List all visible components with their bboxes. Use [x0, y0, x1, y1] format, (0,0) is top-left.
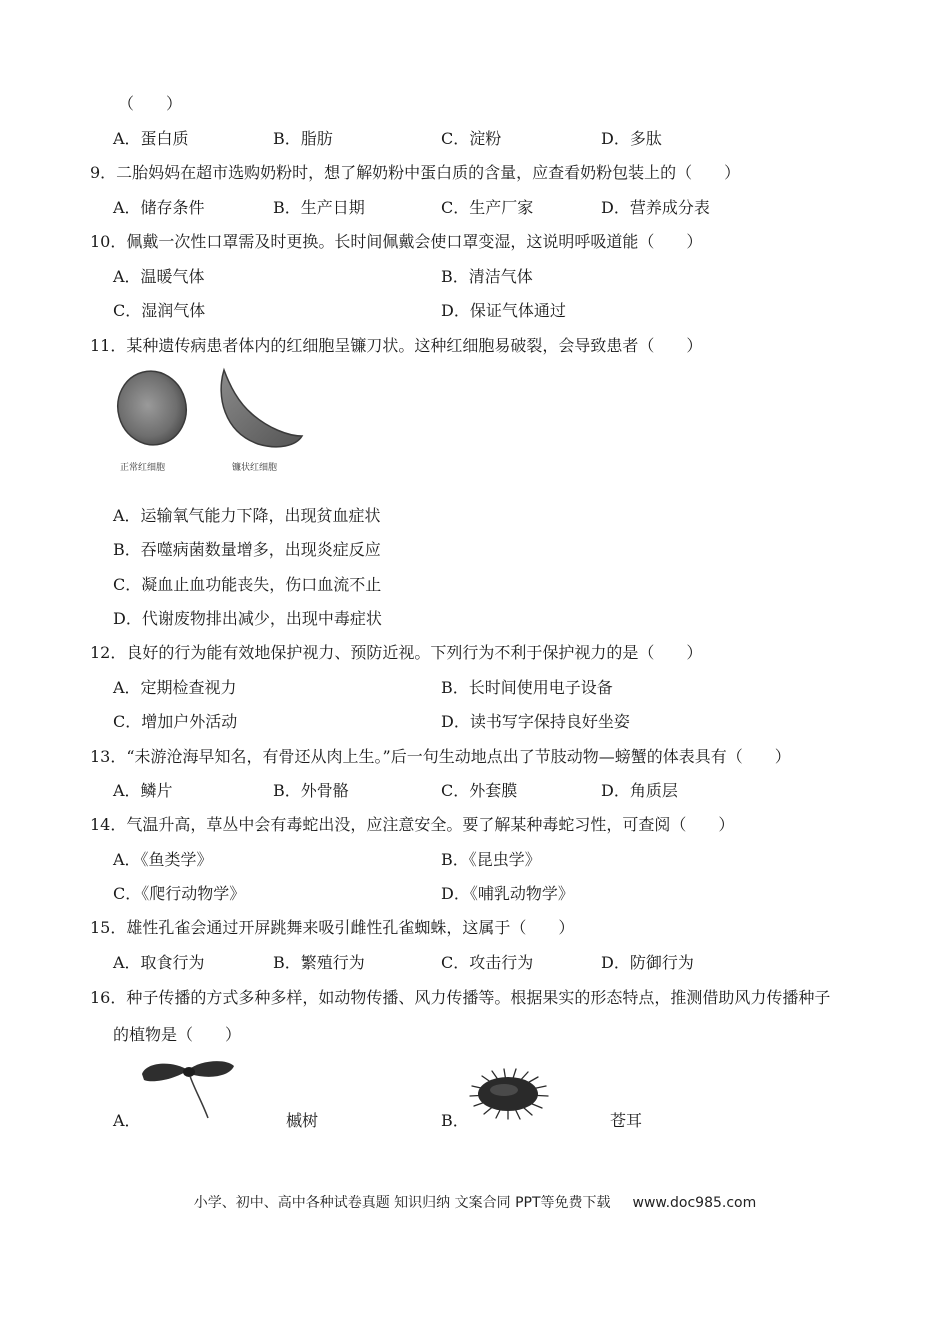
q9-option-b: B．生产日期: [273, 198, 365, 217]
caption-normal-cell: 正常红细胞: [120, 463, 166, 473]
q16-option-b-name: 苍耳: [610, 1111, 643, 1130]
q14-option-a: A．《鱼类学》: [113, 850, 213, 869]
sickle-red-blood-cell-image: [210, 366, 305, 452]
q15-option-c: C．攻击行为: [441, 953, 534, 972]
q9-option-a: A．储存条件: [113, 198, 205, 217]
normal-red-blood-cell-image: [112, 368, 192, 448]
q14-stem: 14．气温升高，草丛中会有毒蛇出没，应注意安全。要了解某种毒蛇习性，可查阅（ ）: [90, 815, 735, 834]
page-footer: [0, 1192, 950, 1212]
q10-option-c: C．湿润气体: [113, 301, 206, 320]
q16-stem-line1: 16．种子传播的方式多种多样，如动物传播、风力传播等。根据果实的形态特点，推测借助风力传播种子: [90, 988, 831, 1007]
q10-option-a: A．温暖气体: [113, 267, 205, 286]
q15-option-d: D．防御行为: [601, 953, 694, 972]
cocklebur-image: [466, 1068, 550, 1120]
q12-option-a: A．定期检查视力: [113, 678, 237, 697]
q11-option-a: A．运输氧气能力下降，出现贫血症状: [113, 506, 381, 525]
q9-option-c: C．生产厂家: [441, 198, 534, 217]
caption-sickle-cell: 镰状红细胞: [232, 463, 278, 473]
q15-option-b: B．繁殖行为: [273, 953, 365, 972]
q12-option-b: B．长时间使用电子设备: [441, 678, 613, 697]
q8-option-d: D．多肽: [601, 129, 662, 148]
q9-stem: 9．二胎妈妈在超市选购奶粉时，想了解奶粉中蛋白质的含量，应查看奶粉包装上的（ ）: [90, 163, 741, 182]
q11-option-d: D．代谢废物排出减少，出现中毒症状: [113, 609, 382, 628]
q13-option-d: D．角质层: [601, 781, 678, 800]
q16-option-b: B．: [441, 1111, 469, 1130]
q11-stem: 11．某种遗传病患者体内的红细胞呈镰刀状。这种红细胞易破裂，会导致患者（ ）: [90, 336, 703, 355]
q9-option-d: D．营养成分表: [601, 198, 710, 217]
footer-text: 小学、初中、高中各种试卷真题 知识归纳 文案合同 PPT等免费下载: [193, 1195, 611, 1211]
q12-option-c: C．增加户外活动: [113, 712, 238, 731]
q13-stem: 13．“未游沧海早知名，有骨还从肉上生。”后一句生动地点出了节肢动物—螃蟹的体表具有（ ）: [90, 747, 791, 766]
maple-samara-image: [138, 1058, 238, 1124]
q16-option-a: A．: [113, 1111, 141, 1130]
q11-option-c: C．凝血止血功能丧失，伤口血流不止: [113, 575, 382, 594]
q16-stem-line2: 的植物是（ ）: [113, 1025, 242, 1044]
q10-option-d: D．保证气体通过: [441, 301, 566, 320]
q13-option-c: C．外套膜: [441, 781, 518, 800]
q10-option-b: B．清洁气体: [441, 267, 533, 286]
q12-stem: 12．良好的行为能有效地保护视力、预防近视。下列行为不利于保护视力的是（ ）: [90, 643, 703, 662]
q12-option-d: D．读书写字保持良好坐姿: [441, 712, 630, 731]
q8-option-a: A．蛋白质: [113, 129, 189, 148]
q13-option-a: A．鳞片: [113, 781, 173, 800]
q14-option-b: B．《昆虫学》: [441, 850, 541, 869]
q11-option-b: B．吞噬病菌数量增多，出现炎症反应: [113, 540, 381, 559]
q14-option-d: D．《哺乳动物学》: [441, 884, 574, 903]
q14-option-c: C．《爬行动物学》: [113, 884, 246, 903]
q15-option-a: A．取食行为: [113, 953, 205, 972]
q8-option-c: C．淀粉: [441, 129, 502, 148]
q10-stem: 10．佩戴一次性口罩需及时更换。长时间佩戴会使口罩变湿，这说明呼吸道能（ ）: [90, 232, 703, 251]
q15-stem: 15．雄性孔雀会通过开屏跳舞来吸引雌性孔雀蜘蛛，这属于（ ）: [90, 918, 575, 937]
q8-option-b: B．脂肪: [273, 129, 333, 148]
footer-site: www.doc985.com: [632, 1195, 757, 1211]
q8-bracket: （ ）: [118, 94, 183, 113]
q13-option-b: B．外骨骼: [273, 781, 349, 800]
q16-option-a-name: 槭树: [286, 1111, 319, 1130]
